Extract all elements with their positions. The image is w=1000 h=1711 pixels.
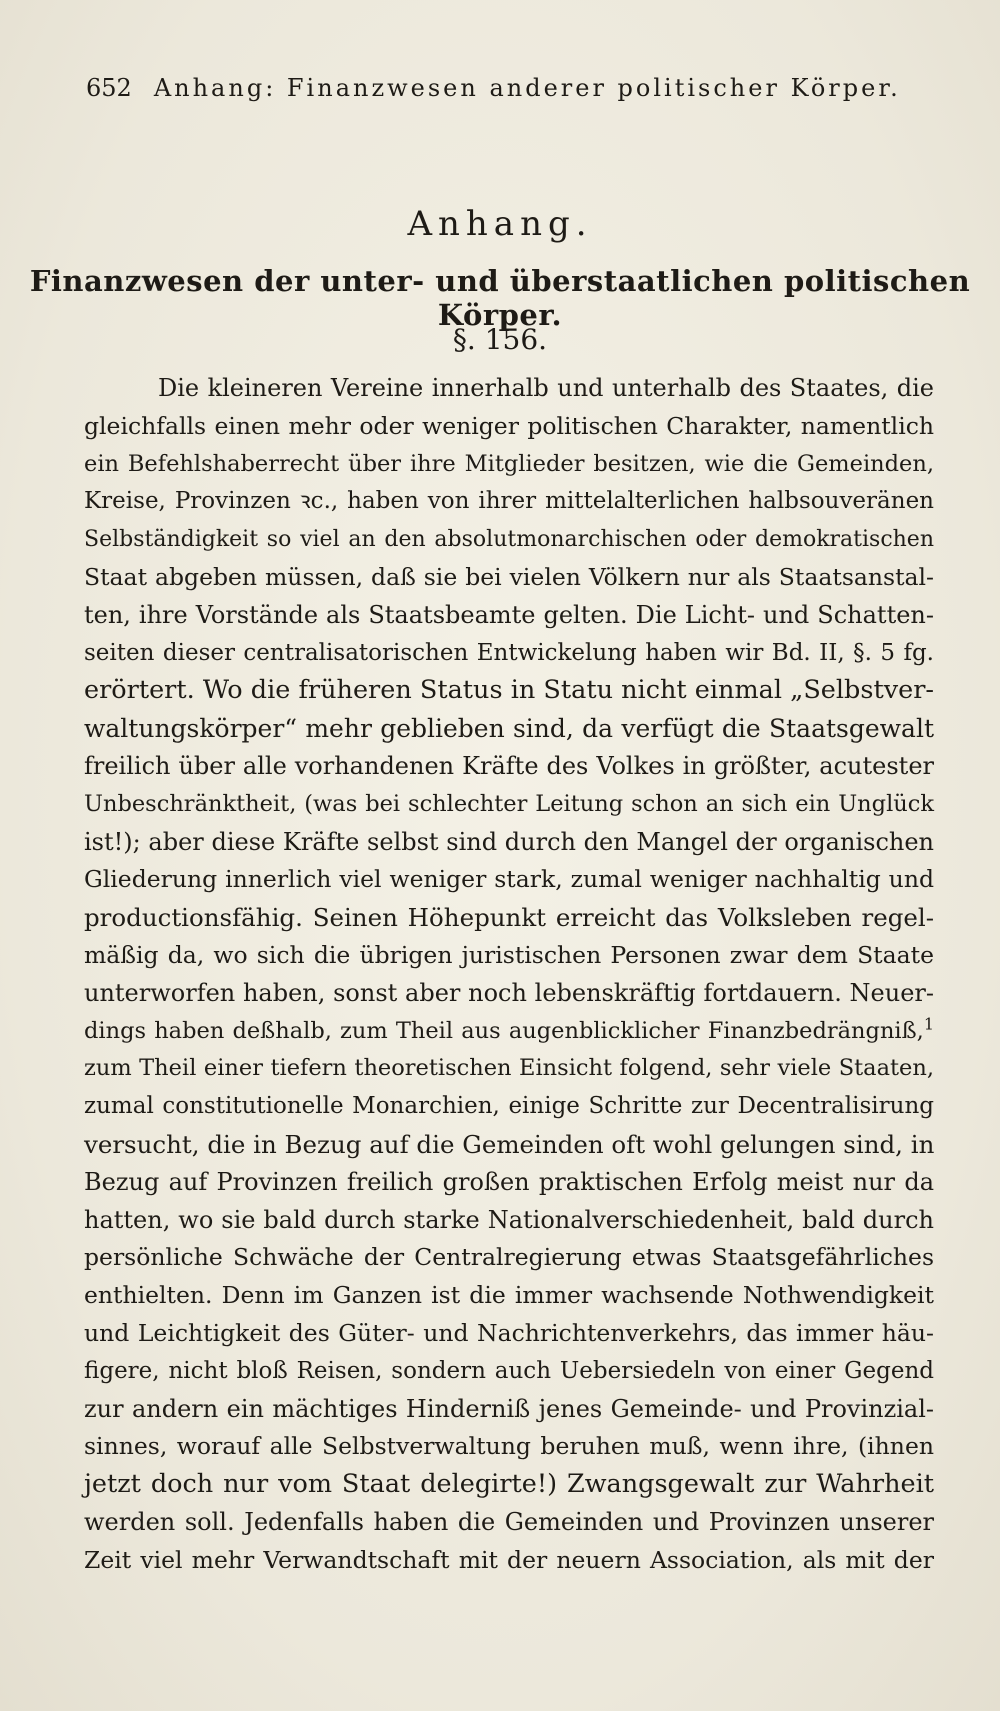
body-line: zumal constitutionelle Monarchien, einige Schritte zur Decentralisirung — [84, 1093, 934, 1120]
body-line-with-footnote — [84, 1013, 934, 1051]
body-line: ist!); aber diese Kräfte selbst sind durch den Mangel der organischen — [84, 827, 934, 856]
body-line: versucht, die in Bezug auf die Gemeinden oft wohl gelungen sind, in — [84, 1129, 935, 1159]
body-line: sinnes, worauf alle Selbstverwaltung beruhen muß, wenn ihre, (ihnen — [84, 1432, 934, 1461]
body-line: werden soll. Jedenfalls haben die Gemeinden und Provinzen unserer — [84, 1507, 934, 1536]
body-line-text: dings haben deßhalb, zum Theil aus augenblicklicher Finanzbedrängniß, — [84, 1017, 924, 1044]
running-head-title: Anhang: Finanzwesen anderer politischer Körper. — [153, 74, 901, 102]
body-line: Selbständigkeit so viel an den absolutmonarchischen oder demokratischen — [84, 527, 934, 553]
body-text — [84, 370, 934, 1580]
body-line: mäßig da, wo sich die übrigen juristischen Personen zwar dem Staate — [84, 940, 934, 969]
body-line: figere, nicht bloß Reisen, sondern auch Uebersiedeln von einer Gegend — [84, 1357, 934, 1384]
body-line: gleichfalls einen mehr oder weniger politischen Charakter, namentlich — [84, 411, 934, 440]
body-line: Unbeschränktheit, (was bei schlechter Leitung schon an sich ein Unglück — [84, 790, 934, 817]
body-line: zum Theil einer tiefern theoretischen Einsicht folgend, sehr viele Staaten, — [84, 1055, 934, 1082]
section-title: Anhang. — [407, 204, 593, 244]
body-line: Bezug auf Provinzen freilich großen praktischen Erfolg meist nur da — [84, 1167, 934, 1196]
footnote-marker: 1 — [923, 1014, 934, 1034]
paragraph-number: §. 156. — [452, 323, 548, 356]
body-line: jetzt doch nur vom Staat delegirte!) Zwangsgewalt zur Wahrheit — [84, 1469, 934, 1500]
body-line: Kreise, Provinzen ꝛc., haben von ihrer mittelalterlichen halbsouveränen — [84, 488, 934, 515]
body-line: productionsfähig. Seinen Höhepunkt erreicht das Volksleben regel- — [84, 903, 934, 933]
body-line: unterworfen haben, sonst aber noch lebenskräftig fortdauern. Neuer- — [84, 978, 934, 1007]
body-line: waltungskörper“ mehr geblieben sind, da verfügt die Staatsgewalt — [84, 714, 934, 744]
body-line: zur andern ein mächtiges Hinderniß jenes Gemeinde- und Provinzial- — [84, 1394, 934, 1423]
body-line: und Leichtigkeit des Güter- und Nachrichtenverkehrs, das immer häu- — [84, 1318, 934, 1347]
body-line: ten, ihre Vorstände als Staatsbeamte gelten. Die Licht- und Schatten- — [84, 600, 934, 629]
page-number: 652 — [86, 74, 132, 102]
body-line: ein Befehlshaberrecht über ihre Mitglieder besitzen, wie die Gemeinden, — [84, 450, 934, 477]
body-line: Zeit viel mehr Verwandtschaft mit der neuern Association, als mit der — [84, 1545, 934, 1574]
body-line: erörtert. Wo die früheren Status in Statu nicht einmal „Selbstver- — [84, 675, 934, 706]
section-subtitle: Finanzwesen der unter- und überstaatlichen politischen Körper. — [29, 264, 971, 332]
body-line: seiten dieser centralisatorischen Entwickelung haben wir Bd. II, §. 5 fg. — [84, 639, 934, 666]
body-line: persönliche Schwäche der Centralregierung etwas Staatsgefährliches — [84, 1243, 934, 1272]
body-line: freilich über alle vorhandenen Kräfte des Volkes in größter, acutester — [84, 751, 934, 780]
show-through-line — [86, 135, 926, 165]
body-line: hatten, wo sie bald durch starke Nationalverschiedenheit, bald durch — [84, 1205, 934, 1234]
running-head — [86, 74, 906, 114]
body-line: enthielten. Denn im Ganzen ist die immer wachsende Nothwendigkeit — [84, 1281, 934, 1310]
body-line: Gliederung innerlich viel weniger stark, zumal weniger nachhaltig und — [84, 865, 934, 894]
body-line: Die kleineren Vereine innerhalb und unterhalb des Staates, die — [158, 374, 934, 402]
body-line: Staat abgeben müssen, daß sie bei vielen Völkern nur als Staatsanstal- — [84, 562, 934, 591]
